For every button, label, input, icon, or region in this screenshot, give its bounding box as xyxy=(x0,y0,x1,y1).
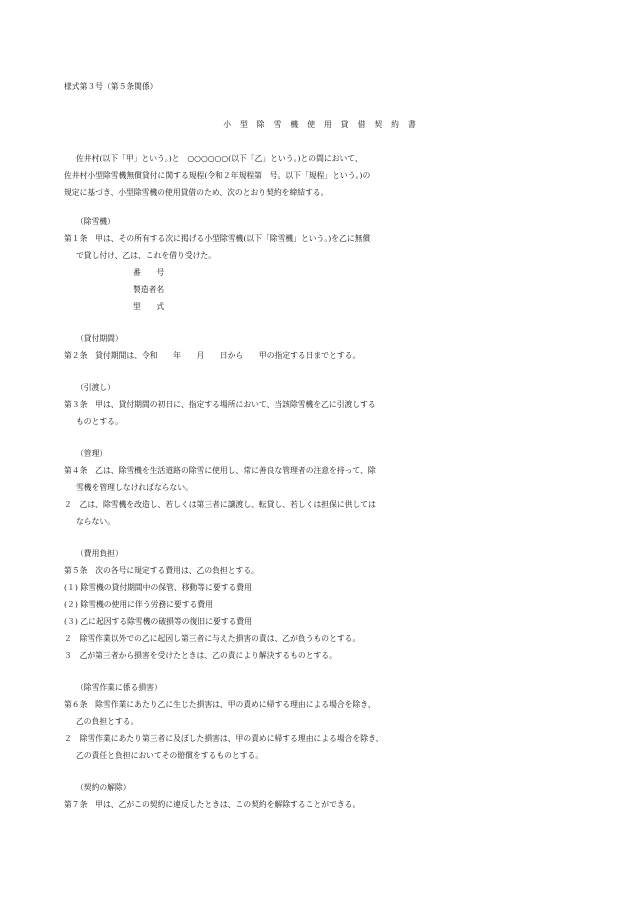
article-heading: （費用負担） xyxy=(76,549,123,558)
article-text: ものとする。 xyxy=(76,417,123,426)
article-text: 第２条 貸付期間は、令和 年 月 日から 甲の指定する日までとする。 xyxy=(64,351,361,360)
article-heading: （契約の解除） xyxy=(76,783,131,792)
article-list-item: (２) 除雪機の使用に伴う労務に要する費用 xyxy=(64,600,213,609)
article-text: 第６条 除雪作業にあたり乙に生じた損害は、甲の責めに帰する理由による場合を除き、 xyxy=(64,700,376,709)
preamble-line: 規定に基づき、小型除雪機の使用貸借のため、次のとおり契約を締結する。 xyxy=(64,188,329,197)
preamble-line: 佐井村小型除雪機無償貸付に関する規程(令和２年規程第 号。以下「規程」という。)の xyxy=(64,171,371,180)
article-text: ２ 除雪作業にあたり第三者に及ぼした損害は、甲の責めに帰する理由による場合を除き、 xyxy=(64,734,384,743)
article-text: 第１条 甲は、その所有する次に掲げる小型除雪機(以下「除雪機」という。)を乙に無償 xyxy=(64,234,371,243)
article-text: ２ 除雪作業以外での乙に起因し第三者に与えた損害の責は、乙が負うものとする。 xyxy=(64,634,361,643)
preamble-line: 佐井村(以下「甲」という。)と ○○○○○○(以下「乙」という。)との間において、 xyxy=(76,154,363,163)
form-label: 様式第３号（第５条関係） xyxy=(64,82,158,91)
document-title: 小型除雪機使用貸借契約書 xyxy=(223,120,425,129)
item-label-model: 型 式 xyxy=(133,302,165,311)
article-text: 第４条 乙は、除雪機を生活道路の除雪に使用し、常に善良な管理者の注意を持って、除 xyxy=(64,466,376,475)
item-label-number: 番 号 xyxy=(133,268,165,277)
article-text: 乙の責任と負担においてその賠償をするものとする。 xyxy=(76,751,264,760)
article-heading: （貸付期間） xyxy=(76,334,123,343)
article-text: ２ 乙は、除雪機を改造し、若しくは第三者に譲渡し、転貸し、若しくは担保に供しては xyxy=(64,500,376,509)
article-heading: （除雪機） xyxy=(76,217,115,226)
article-text: ならない。 xyxy=(76,517,115,526)
article-text: 第５条 次の各号に規定する費用は、乙の負担とする。 xyxy=(64,566,259,575)
article-text: ３ 乙が第三者から損害を受けたときは、乙の責により解決するものとする。 xyxy=(64,651,337,660)
article-text: 雪機を管理しなければならない。 xyxy=(76,483,193,492)
article-text: 第７条 甲は、乙がこの契約に違反したときは、この契約を解除することができる。 xyxy=(64,800,361,809)
article-text: 乙の負担とする。 xyxy=(76,717,139,726)
article-heading: （管理） xyxy=(76,449,108,458)
article-heading: （除雪作業に係る損害） xyxy=(76,683,162,692)
article-heading: （引渡し） xyxy=(76,383,115,392)
item-label-manufacturer: 製造者名 xyxy=(133,285,165,294)
article-text: で貸し付け、乙は、これを借り受けた。 xyxy=(76,251,217,260)
article-list-item: (１) 除雪機の貸付期間中の保管、移動等に要する費用 xyxy=(64,583,252,592)
article-text: 第３条 甲は、貸付期間の初日に、指定する場所において、当該除雪機を乙に引渡しする xyxy=(64,400,376,409)
article-list-item: (３) 乙に起因する除雪機の破損等の復旧に要する費用 xyxy=(64,617,252,626)
